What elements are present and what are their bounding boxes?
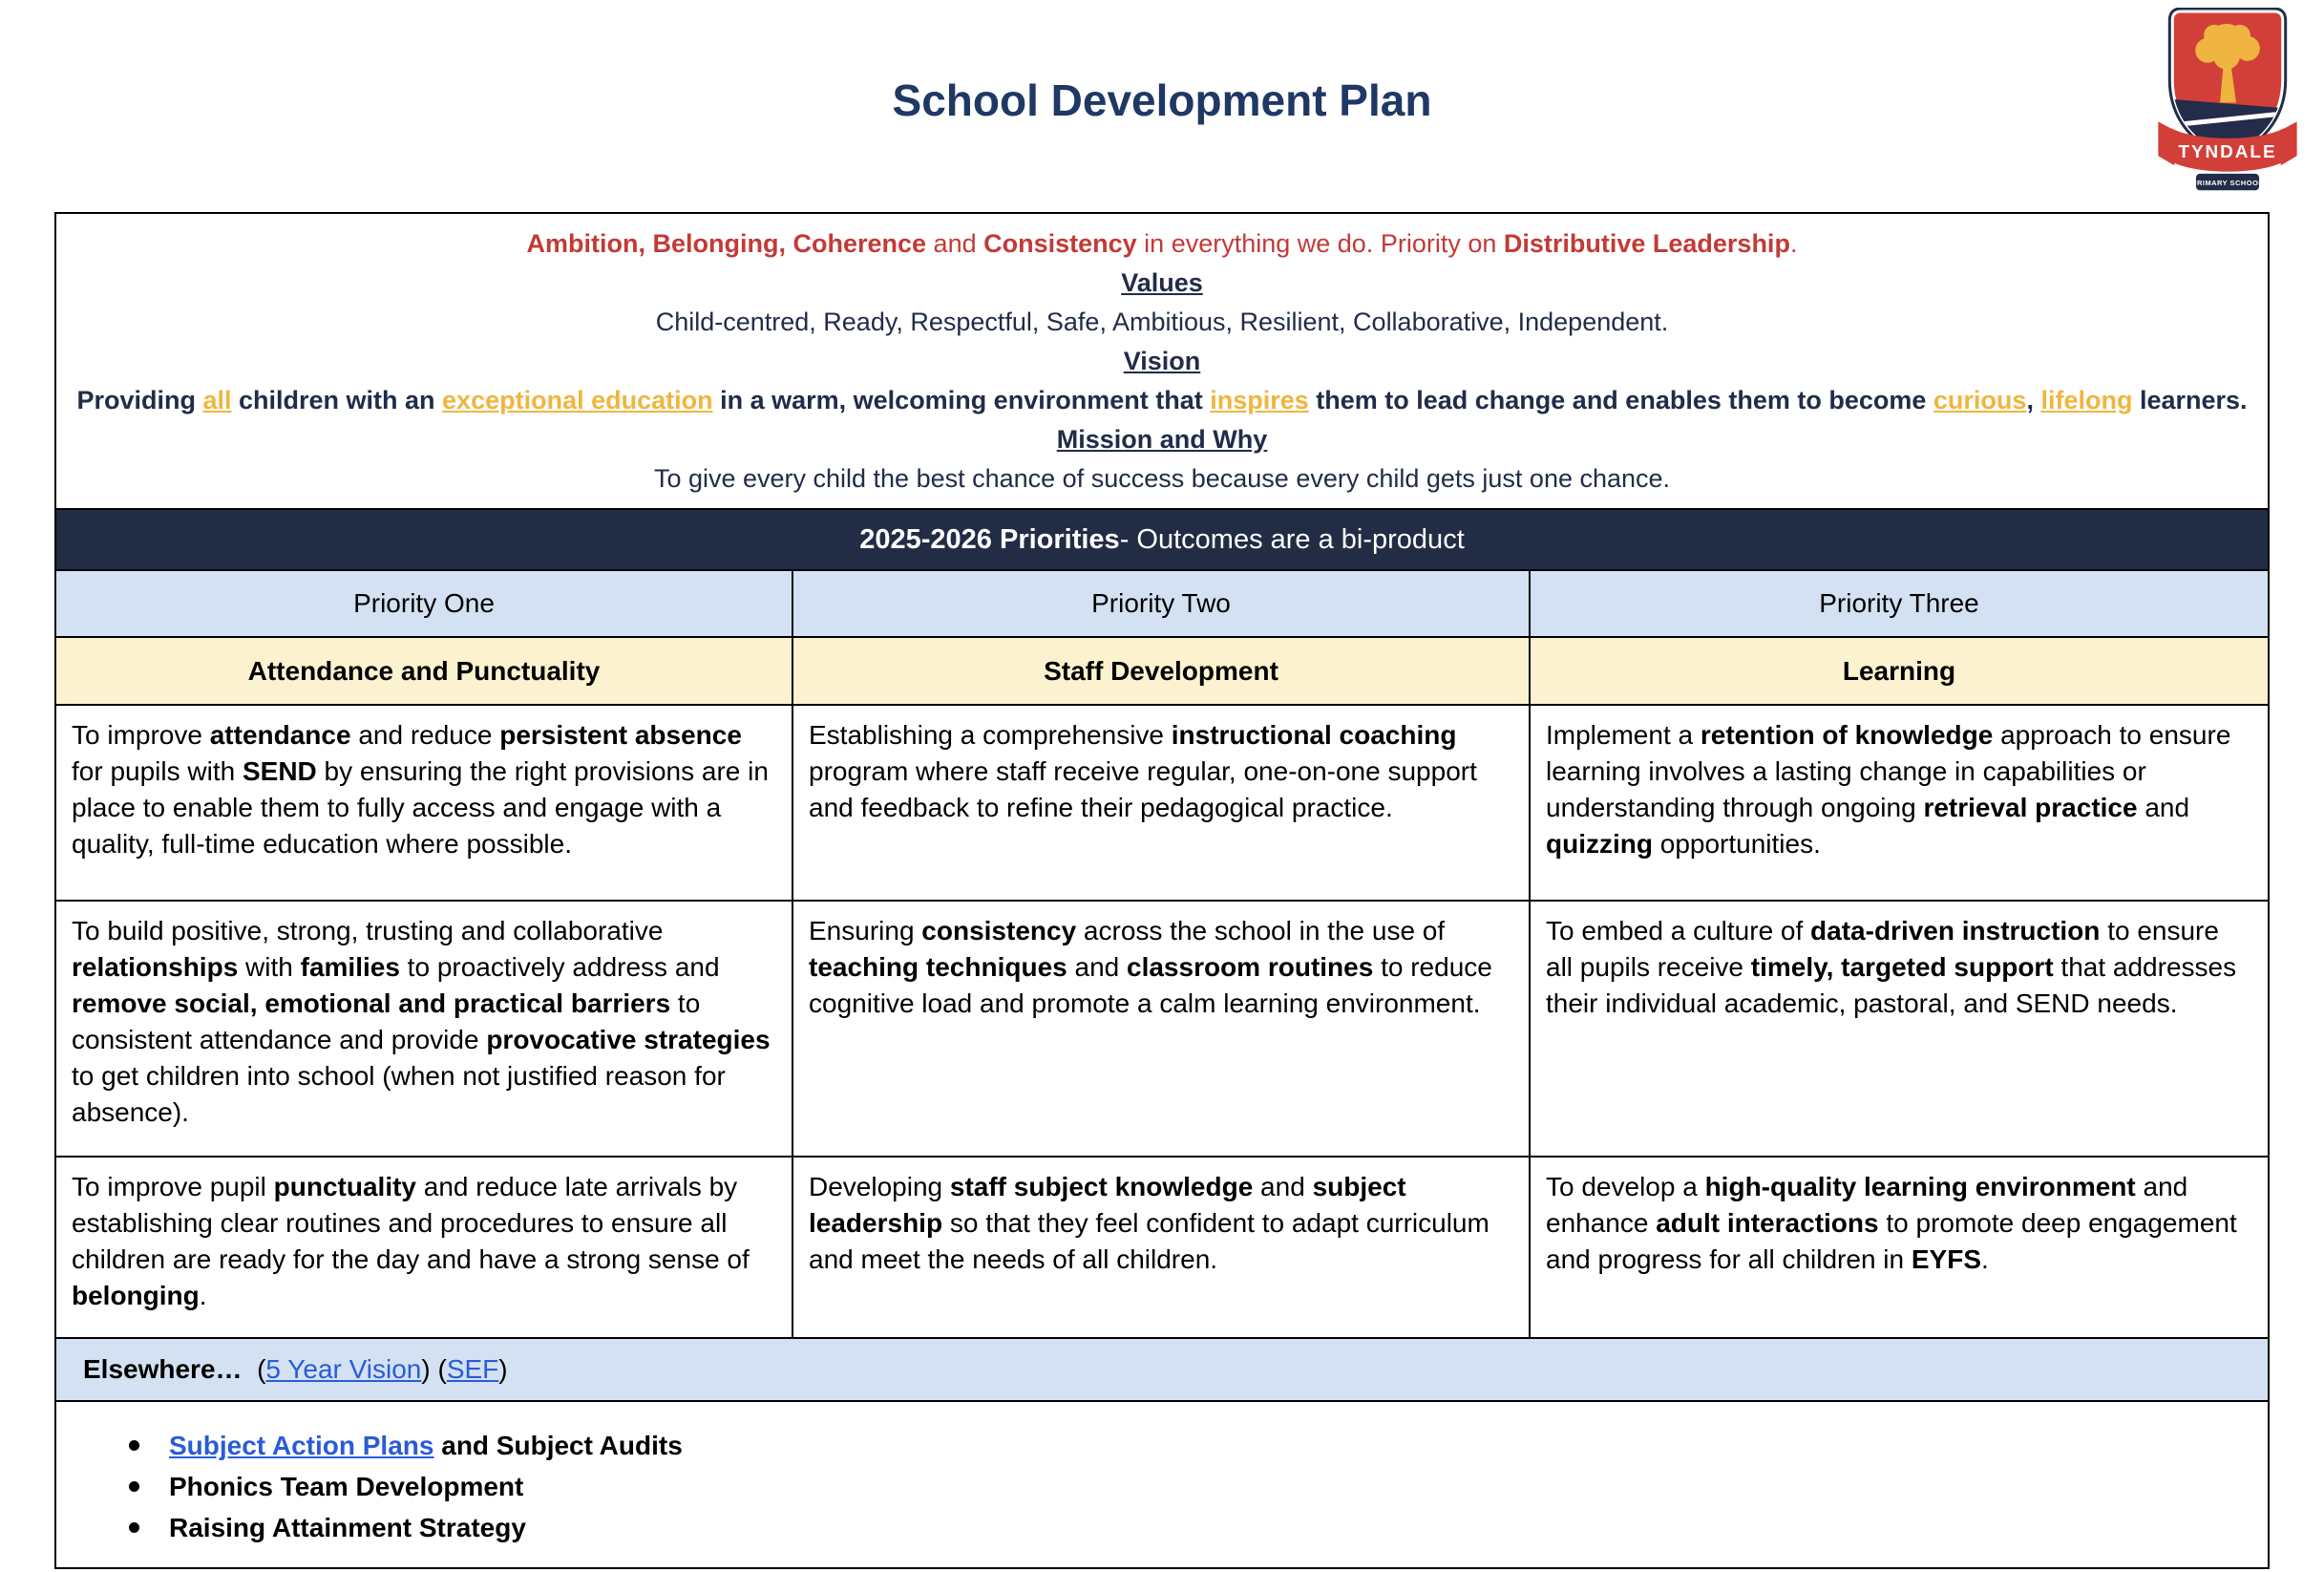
text-segment: timely, targeted support xyxy=(1750,952,2054,982)
text-segment: opportunities. xyxy=(1652,829,1821,859)
text-segment: Raising Attainment Strategy xyxy=(169,1513,526,1542)
mission-statement: To give every child the best chance of success because every child gets just one chance. xyxy=(653,463,1671,493)
text-segment: - Outcomes are a bi-product xyxy=(1119,523,1465,555)
text-segment: curious xyxy=(1933,385,2027,414)
text-segment: punctuality xyxy=(273,1172,416,1201)
text-segment: in everything we do. Priority on xyxy=(1136,228,1504,258)
logo-school-type: PRIMARY SCHOOL xyxy=(2191,179,2264,188)
text-segment: and xyxy=(2137,793,2190,822)
objective-row-1 xyxy=(56,706,2268,902)
text-segment: Ambition, Belonging, Coherence xyxy=(526,228,927,258)
text-segment: adult interactions xyxy=(1656,1208,1879,1238)
text-segment: so that they feel confident to adapt curriculum and meet the needs of all children. xyxy=(809,1208,1489,1274)
link-sef[interactable]: SEF xyxy=(446,1354,499,1384)
elsewhere-bullet-list xyxy=(56,1425,2268,1548)
text-segment: and reduce late arrivals by establishing clear routines and procedures to ensure all children are ready for the day and have a strong sense of xyxy=(72,1172,750,1274)
text-segment: learners. xyxy=(2132,385,2248,414)
text-segment: ) xyxy=(498,1354,508,1384)
bullet-item-phonics-team-development xyxy=(169,1466,2268,1507)
text-segment: for pupils with xyxy=(72,756,243,786)
text-segment: persistent absence xyxy=(499,720,742,750)
link-5-year-vision[interactable]: 5 Year Vision xyxy=(265,1354,422,1384)
text-segment: remove social, emotional and practical barriers xyxy=(72,988,671,1018)
text-segment: To develop a xyxy=(1546,1172,1705,1201)
plaque-icon xyxy=(2192,173,2264,191)
objective-3-3 xyxy=(1531,1158,2268,1337)
text-segment: To improve pupil xyxy=(72,1172,274,1201)
text-segment: and reduce xyxy=(350,720,500,750)
text-segment: families xyxy=(300,952,400,982)
text-segment: ( xyxy=(242,1354,266,1384)
text-segment: to reduce cognitive load and promote a calm learning environment. xyxy=(809,952,1492,1018)
text-segment: Elsewhere… xyxy=(83,1354,243,1384)
text-segment: provocative strategies xyxy=(486,1025,771,1054)
objective-1-3 xyxy=(1531,706,2268,900)
topic-attendance-punctuality: Attendance and Punctuality xyxy=(56,638,793,704)
tagline-line xyxy=(66,228,2258,259)
vision-heading: Vision xyxy=(1123,346,1201,375)
text-segment: Providing xyxy=(76,385,203,414)
text-segment: high-quality learning environment xyxy=(1704,1172,2136,1201)
text-segment: . xyxy=(199,1281,207,1310)
text-segment: 2025-2026 Priorities xyxy=(859,523,1120,555)
text-segment: to ensure all pupils receive xyxy=(1546,916,2219,982)
mission-heading: Mission and Why xyxy=(1056,424,1268,454)
text-segment: approach to ensure learning involves a lasting change in capabilities or understanding through ongoing xyxy=(1546,720,2231,822)
text-segment: retrieval practice xyxy=(1923,793,2138,822)
text-segment: to consistent attendance and provide xyxy=(72,988,701,1054)
text-segment: instructional coaching xyxy=(1171,720,1457,750)
vision-statement xyxy=(66,385,2258,415)
text-segment: and xyxy=(926,228,984,258)
text-segment: to promote deep engagement and progress for all children in xyxy=(1546,1208,2237,1274)
logo-school-name: TYNDALE xyxy=(2178,142,2277,163)
page-title: School Development Plan xyxy=(892,75,1432,125)
text-segment: . xyxy=(1789,228,1798,258)
topic-learning: Learning xyxy=(1531,638,2268,704)
text-segment: Distributive Leadership xyxy=(1503,228,1790,258)
text-segment: inspires xyxy=(1210,385,1309,414)
text-segment: quizzing xyxy=(1546,829,1653,859)
objective-1-1 xyxy=(56,706,793,900)
text-segment: Phonics Team Development xyxy=(169,1472,524,1501)
priority-two-header: Priority Two xyxy=(793,571,1531,636)
text-segment: and xyxy=(1067,952,1127,982)
objective-2-1 xyxy=(56,902,793,1156)
text-segment: and Subject Audits xyxy=(433,1431,683,1460)
text-segment: in a warm, welcoming environment that xyxy=(712,385,1211,414)
priority-three-header: Priority Three xyxy=(1531,571,2268,636)
objective-2-3 xyxy=(1531,902,2268,1156)
text-segment: Implement a xyxy=(1546,720,1701,750)
text-segment: subject leadership xyxy=(809,1172,1406,1238)
objective-3-1 xyxy=(56,1158,793,1337)
text-segment: data-driven instruction xyxy=(1810,916,2101,945)
text-segment: EYFS xyxy=(1911,1244,1982,1274)
text-segment: , xyxy=(2026,385,2041,414)
text-segment: relationships xyxy=(72,952,239,982)
text-segment: to get children into school (when not justified reason for absence). xyxy=(72,1061,726,1127)
development-plan-table xyxy=(54,212,2270,1569)
text-segment: . xyxy=(1981,1244,1989,1274)
topic-staff-development: Staff Development xyxy=(793,638,1531,704)
values-text: Child-centred, Ready, Respectful, Safe, Ambitious, Resilient, Collaborative, Independent. xyxy=(655,307,1669,336)
objective-row-2 xyxy=(56,902,2268,1158)
text-segment: them to lead change and enables them to become xyxy=(1308,385,1933,414)
school-logo xyxy=(2158,8,2297,202)
text-segment: classroom routines xyxy=(1127,952,1374,982)
text-segment: Consistency xyxy=(983,228,1137,258)
objective-3-2 xyxy=(793,1158,1531,1337)
elsewhere-text xyxy=(83,1354,508,1385)
link-subject-action-plans[interactable]: Subject Action Plans xyxy=(169,1431,434,1460)
text-segment: Establishing a comprehensive xyxy=(809,720,1172,750)
text-segment: SEND xyxy=(242,756,317,786)
values-heading: Values xyxy=(1121,267,1203,297)
text-segment: all xyxy=(202,385,232,414)
text-segment: attendance xyxy=(209,720,351,750)
text-segment: with xyxy=(238,952,301,982)
text-segment: To improve xyxy=(72,720,210,750)
bullet-item-raising-attainment-strategy xyxy=(169,1507,2268,1548)
bullet-item-subject-action-plans xyxy=(169,1425,2268,1466)
elsewhere-row xyxy=(56,1339,2268,1402)
text-segment: and enhance xyxy=(1546,1172,2188,1238)
bullets-panel xyxy=(56,1402,2268,1567)
text-segment: that addresses their individual academic, pastoral, and SEND needs. xyxy=(1546,952,2237,1018)
text-segment: teaching techniques xyxy=(809,952,1067,982)
text-segment: across the school in the use of xyxy=(1076,916,1446,945)
priority-header-row xyxy=(56,571,2268,638)
mission-vision-panel xyxy=(56,214,2268,508)
text-segment: Ensuring xyxy=(809,916,922,945)
text-segment: children with an xyxy=(231,385,443,414)
text-segment: and xyxy=(1253,1172,1313,1201)
text-segment: Developing xyxy=(809,1172,950,1201)
text-segment: To embed a culture of xyxy=(1546,916,1811,945)
objective-row-3 xyxy=(56,1158,2268,1339)
text-segment: To build positive, strong, trusting and collaborative xyxy=(72,916,664,945)
text-segment: ) ( xyxy=(421,1354,447,1384)
text-segment: to proactively address and xyxy=(399,952,720,982)
text-segment: exceptional education xyxy=(442,385,713,414)
text-segment: program where staff receive regular, one-on-one support and feedback to refine their pedagogical practice. xyxy=(809,756,1477,822)
objective-1-2 xyxy=(793,706,1531,900)
text-segment: retention of knowledge xyxy=(1700,720,1994,750)
objective-2-2 xyxy=(793,902,1531,1156)
priority-topic-row xyxy=(56,638,2268,706)
priority-one-header: Priority One xyxy=(56,571,793,636)
text-segment: staff subject knowledge xyxy=(949,1172,1254,1201)
text-segment: belonging xyxy=(72,1281,200,1310)
text-segment: consistency xyxy=(921,916,1077,945)
text-segment: by ensuring the right provisions are in place to enable them to fully access and engage with a quality, full-time education where possible. xyxy=(72,756,769,859)
text-segment: lifelong xyxy=(2040,385,2133,414)
priorities-banner xyxy=(56,508,2268,571)
